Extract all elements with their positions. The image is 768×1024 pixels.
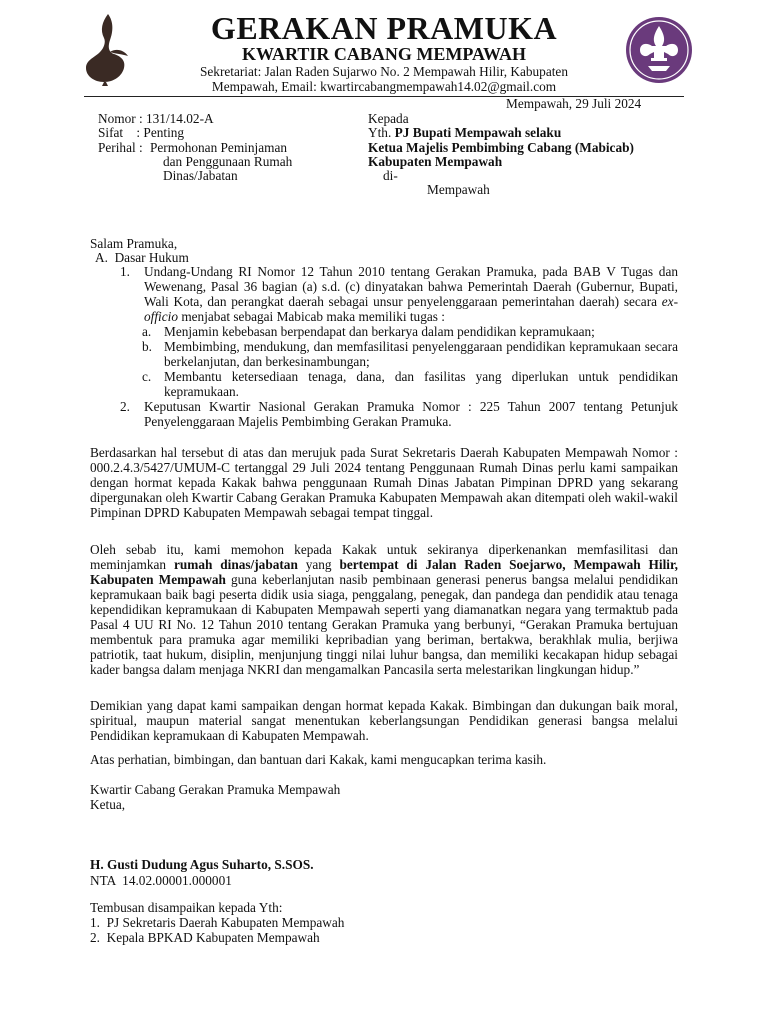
signature-role: Ketua, [90, 797, 126, 812]
paragraph-request: Oleh sebab itu, kami memohon kepada Kakak untuk sekiranya diperkenankan memfasilitasi dan meminjamkan rumah dinas/jabatan yang bertempat di Jalan Raden Soejarwo, Mempawah Hilir, Kabupaten Mempawah guna keberlanjutan nasib pembinaan generasi penerus bangsa melalui pendidikan kepramukaan baik bagi peserta didik usia siaga, penggalang, penegak, dan pandega dan pendidik atau tenaga kependidikan kepramukaan di Kabupaten Mempawah seperti yang diamanatkan negara yang termaktub pada Pasal 4 UU RI No. 12 Tahun 2010 tentang Gerakan Pramuka yang berbunyi, “Gerakan Pramuka bertujuan membentuk para pramuka agar memiliki kepribadian yang beriman, bertakwa, berakhlak mulia, berjiwa patriotik, taat hukum, disiplin, menjunjung tinggi nilai luhur bangsa, dan memiliki kecakapan hidup sebagai kader bangsa dalam menjaga NKRI dan mengamalkan Pancasila serta melestarikan lingkungan hidup.” [90, 542, 678, 677]
address-line-1: Sekretariat: Jalan Raden Sujarwo No. 2 Mempawah Hilir, Kabupaten [200, 64, 568, 79]
signatory-name: H. Gusti Dudung Agus Suharto, S.SOS. [90, 857, 314, 872]
letter-number: Nomor : 131/14.02-A [98, 111, 214, 126]
list-item [120, 264, 678, 399]
cc-label: Tembusan disampaikan kepada Yth: [90, 900, 283, 915]
recipient-line-2: Ketua Majelis Pembimbing Cabang (Mabicab) [368, 140, 634, 155]
section-legal-basis-heading: A. Dasar Hukum [95, 250, 189, 265]
signature-organization: Kwartir Cabang Gerakan Pramuka Mempawah [90, 782, 341, 797]
paragraph-closing: Demikian yang dapat kami sampaikan dengan hormat kepada Kakak. Bimbingan dan dukungan baik moral, spiritual, maupun material sangat menentukan keberlangsungan Pendidikan generasi bangsa melalui Pendidikan kepramukaan di Kabupaten Mempawah. [90, 698, 678, 743]
secretariat-address [170, 65, 598, 94]
request-location: bertempat di Jalan Raden Soejarwo, Mempawah Hilir, Kabupaten Mempawah [90, 557, 678, 587]
request-object: rumah dinas/jabatan [173, 557, 298, 572]
list-item-text: Keputusan Kwartir Nasional Gerakan Pramuka Nomor : 225 Tahun 2007 tentang Petunjuk Penyelenggaraan Majelis Pembimbing Gerakan Pramuka. [144, 399, 678, 429]
recipient-di: di- [383, 168, 398, 183]
paragraph-thanks: Atas perhatian, bimbingan, dan bantuan dari Kakak, kami mengucapkan terima kasih. [90, 752, 547, 767]
recipient-place: Mempawah [427, 182, 490, 197]
list-item-text: Undang-Undang RI Nomor 12 Tahun 2010 tentang Gerakan Pramuka, pada BAB V Tugas dan Wewenang, Pasal 36 bagian (a) s.d. (c) dinyatakan bahwa Pemerintah Daerah (Gubernur, Bupati, Wali Kota, dan perangkat daerah sebagai unsur penyelenggaraan pemerintahan daerah) secara ex-officio menjabat sebagai Mabicab maka memiliki tugas : a. Menjamin kebebasan berpendapat dan berkarya dalam pendidikan kepramukaan; b. Membimbing, mendukung, dan memfasilitasi penyelenggaraan pendidikan kepramukaan secara berkelanjutan, dan berkesinambungan; c. Membantu ketersediaan tenaga, dana, dan fasilitas yang diperlukan untuk pendidikan kepramukaan. [142, 264, 678, 399]
letter-subject-line-3: Dinas/Jabatan [163, 168, 238, 183]
list-item-number: 1. [120, 264, 130, 279]
greeting: Salam Pramuka, [90, 236, 178, 251]
recipient-title: PJ Bupati Mempawah selaku [394, 125, 562, 140]
recipient-yth: Yth. [368, 125, 392, 140]
organization-subtitle: KWARTIR CABANG MEMPAWAH [241, 44, 527, 64]
sub-list-item: a. Menjamin kebebasan berpendapat dan berkarya dalam pendidikan kepramukaan; [142, 324, 595, 339]
letter-subject-line-1: Permohonan Peminjaman [150, 140, 288, 155]
letter-nature: Sifat : Penting [98, 125, 185, 140]
sub-list-item: b. Membimbing, mendukung, dan memfasilitasi penyelenggaraan pendidikan kepramukaan secara berkelanjutan, dan berkesinambungan; [142, 339, 678, 369]
recipient-kepada: Kepada [368, 111, 409, 126]
cc-item: 2. Kepala BPKAD Kabupaten Mempawah [90, 930, 320, 945]
legal-basis-list [120, 264, 678, 429]
list-item-number: 2. [120, 399, 130, 414]
letter-subject-label: Perihal : [98, 140, 143, 155]
ex-officio-term: ex-officio [144, 294, 678, 324]
address-line-2: Mempawah, Email: kwartircabangmempawah14.02@gmail.com [211, 78, 557, 94]
cc-item: 1. PJ Sekretaris Daerah Kabupaten Mempawah [90, 915, 345, 930]
list-item [120, 399, 678, 429]
signatory-nta: NTA 14.02.00001.000001 [90, 873, 232, 888]
paragraph-basis: Berdasarkan hal tersebut di atas dan merujuk pada Surat Sekretaris Daerah Kabupaten Mempawah Nomor : 000.2.4.3/5427/UMUM-C tertanggal 29 Juli 2024 tentang Penggunaan Rumah Dinas perlu kami sampaikan dengan hormat kepada Kakak bahwa penggunaan Rumah Dinas Jabatan Pimpinan DPRD yang sekarang dipergunakan oleh Kwartir Cabang Gerakan Pramuka Kabupaten Mempawah akan ditempati oleh wakil-wakil Pimpinan DPRD Kabupaten Mempawah sebagai tempat tinggal. [90, 445, 678, 520]
recipient-line-1 [368, 125, 561, 140]
recipient-line-3: Kabupaten Mempawah [368, 154, 503, 169]
sub-list-item: c. Membantu ketersediaan tenaga, dana, dan fasilitas yang diperlukan untuk pendidikan kepramukaan. [142, 369, 678, 399]
organization-title: GERAKAN PRAMUKA [210, 10, 558, 46]
letter-date: Mempawah, 29 Juli 2024 [506, 96, 642, 111]
letter-subject-line-2: dan Penggunaan Rumah [163, 154, 293, 169]
